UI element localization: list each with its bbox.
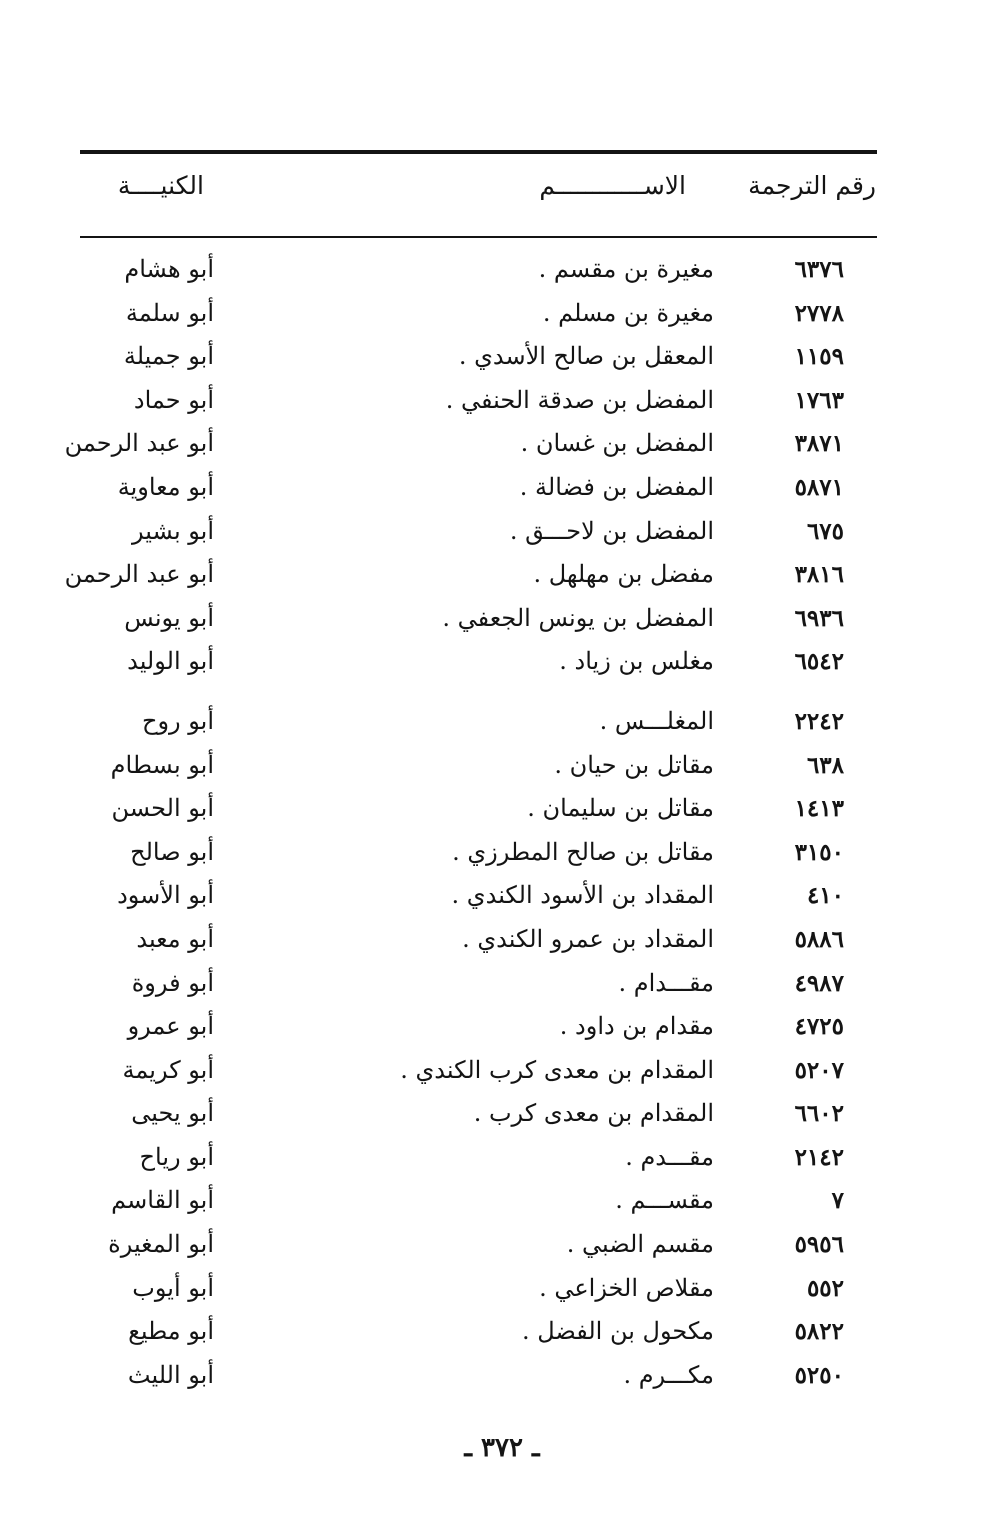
entry-kunya: أبو جميلة: [123, 342, 214, 371]
entry-number: ٤٧٢٥: [794, 1013, 844, 1041]
entry-kunya: أبو فروة: [131, 968, 214, 997]
entry-kunya: أبو المغيرة: [108, 1230, 214, 1259]
entry-kunya: أبو معاوية: [117, 472, 214, 501]
entry-number: ٦٩٣٦: [794, 604, 844, 632]
entry-kunya: أبو القاسم: [111, 1186, 214, 1215]
entry-kunya: أبو معبد: [136, 924, 214, 953]
entry-name: مقســـم .: [615, 1186, 714, 1215]
entry-name: مقلاص الخزاعي .: [539, 1273, 714, 1302]
table-row: [0, 787, 1004, 831]
entry-kunya: أبو أيوب: [132, 1273, 214, 1302]
entry-kunya: أبو عمرو: [127, 1012, 214, 1041]
entry-number: ٤١٠: [806, 882, 844, 910]
table-row: [0, 1354, 1004, 1398]
column-header-kunya: الكنيــــة: [117, 171, 204, 200]
table-row: [0, 744, 1004, 788]
entry-name: المفضل بن صدقة الحنفي .: [445, 385, 714, 414]
entry-name: مكحول بن الفضل .: [521, 1317, 714, 1346]
entry-kunya: أبو هشام: [124, 255, 214, 283]
entry-number: ٦٦٠٢: [794, 1100, 844, 1128]
table-row: [0, 248, 1004, 292]
top-rule: [80, 150, 877, 154]
table-row: [0, 918, 1004, 962]
table-row: [0, 1092, 1004, 1136]
table-row: [0, 640, 1004, 684]
entry-kunya: أبو الأسود: [117, 881, 214, 910]
entry-number: ٥٢٥٠: [794, 1361, 844, 1389]
entry-name: المفضل بن فضالة .: [519, 472, 714, 501]
entry-name: مفضل بن مهلهل .: [533, 560, 714, 589]
entry-kunya: أبو الوليد: [127, 647, 214, 676]
entry-kunya: أبو روح: [141, 706, 214, 735]
entry-number: ٢٢٤٢: [794, 707, 844, 735]
entry-number: ٣٨٧١: [794, 430, 844, 458]
entry-number: ٣٨١٦: [794, 561, 844, 589]
entry-name: مغلس بن زياد .: [559, 647, 714, 676]
table-row: [0, 1310, 1004, 1354]
table-row: [0, 1005, 1004, 1049]
entry-name: مقاتل بن سليمان .: [527, 794, 714, 823]
entry-number: ٤٩٨٧: [794, 969, 844, 997]
entry-kunya: أبو سلمة: [125, 298, 214, 327]
entry-kunya: أبو مطيع: [128, 1317, 214, 1346]
entry-number: ٢١٤٢: [794, 1143, 844, 1171]
entry-number: ٦٧٥: [806, 517, 844, 545]
entry-number: ٥٨٧١: [794, 473, 844, 501]
entry-name: مغيرة بن مسلم .: [542, 298, 714, 327]
entry-kunya: أبو رياح: [139, 1142, 214, 1171]
entries-table: [0, 248, 1004, 1397]
entry-kunya: أبو يحيى: [131, 1099, 214, 1128]
entry-name: مغيرة بن مقسم .: [538, 255, 714, 283]
entry-kunya: أبو حماد: [133, 385, 214, 414]
entry-name: المفضل بن يونس الجعفي .: [442, 603, 714, 632]
entry-kunya: أبو بسطام: [110, 750, 214, 779]
entry-number: ١٤١٣: [794, 795, 844, 823]
entry-number: ٦٥٤٢: [794, 648, 844, 676]
table-row: [0, 1267, 1004, 1311]
table-row: [0, 292, 1004, 336]
table-row: [0, 700, 1004, 744]
entry-kunya: أبو كريمة: [122, 1055, 214, 1084]
header-rule: [80, 236, 877, 238]
entry-kunya: أبو بشير: [132, 516, 214, 545]
entry-kunya: أبو عبد الرحمن: [64, 560, 214, 589]
page-number: ـ ٣٧٢ ـ: [464, 1433, 540, 1463]
entry-number: ٧: [831, 1187, 844, 1215]
table-row: [0, 874, 1004, 918]
column-header-number: رقم الترجمة: [748, 171, 876, 200]
entry-name: مقاتل بن حيان .: [554, 750, 714, 779]
entry-name: المفضل بن غسان .: [520, 429, 714, 458]
entry-number: ٥٩٥٦: [794, 1231, 844, 1259]
entry-name: مكـــرم .: [623, 1360, 714, 1389]
entry-number: ٢٧٧٨: [794, 299, 844, 327]
entry-number: ٦٣٨: [806, 751, 844, 779]
table-row: [0, 1049, 1004, 1093]
entry-kunya: أبو عبد الرحمن: [64, 429, 214, 458]
table-row: [0, 379, 1004, 423]
entry-name: المفضل بن لاحـــق .: [509, 516, 714, 545]
entry-number: ٣١٥٠: [794, 838, 844, 866]
entry-number: ٦٣٧٦: [794, 256, 844, 283]
entry-kunya: أبو الحسن: [111, 794, 214, 823]
entry-name: المغلـــس .: [599, 706, 714, 735]
table-row: [0, 466, 1004, 510]
entry-number: ٥٨٨٦: [794, 925, 844, 953]
table-row: [0, 422, 1004, 466]
entry-kunya: أبو صالح: [130, 837, 214, 866]
entry-kunya: أبو يونس: [124, 603, 214, 632]
entry-name: المقدام بن معدى كرب .: [473, 1099, 714, 1128]
table-row: [0, 597, 1004, 641]
table-row: [0, 962, 1004, 1006]
entry-number: ٥٨٢٢: [794, 1318, 844, 1346]
entry-name: مقسم الضبي .: [566, 1230, 714, 1259]
table-row: [0, 831, 1004, 875]
entry-number: ١٧٦٣: [794, 386, 844, 414]
entry-name: المقداد بن عمرو الكندي .: [462, 924, 714, 953]
entry-name: المقدام بن معدى كرب الكندي .: [400, 1055, 714, 1084]
table-row: [0, 1136, 1004, 1180]
entry-kunya: أبو الليث: [127, 1360, 214, 1389]
entry-name: مقـــدام .: [618, 968, 714, 997]
entry-name: المعقل بن صالح الأسدي .: [458, 342, 714, 371]
entry-number: ٥٥٢: [806, 1274, 844, 1302]
table-row: [0, 1179, 1004, 1223]
table-row: [0, 553, 1004, 597]
entry-name: مقـــدم .: [625, 1142, 714, 1171]
entry-number: ٥٢٠٧: [794, 1056, 844, 1084]
table-row: [0, 1223, 1004, 1267]
table-row: [0, 335, 1004, 379]
table-row: [0, 510, 1004, 554]
entry-name: مقدام بن داود .: [559, 1012, 714, 1041]
entry-name: المقداد بن الأسود الكندي .: [451, 881, 714, 910]
column-header-name: الاســــــــــــم: [539, 171, 686, 200]
entry-name: مقاتل بن صالح المطرزي .: [452, 837, 714, 866]
entry-number: ١١٥٩: [794, 343, 844, 371]
